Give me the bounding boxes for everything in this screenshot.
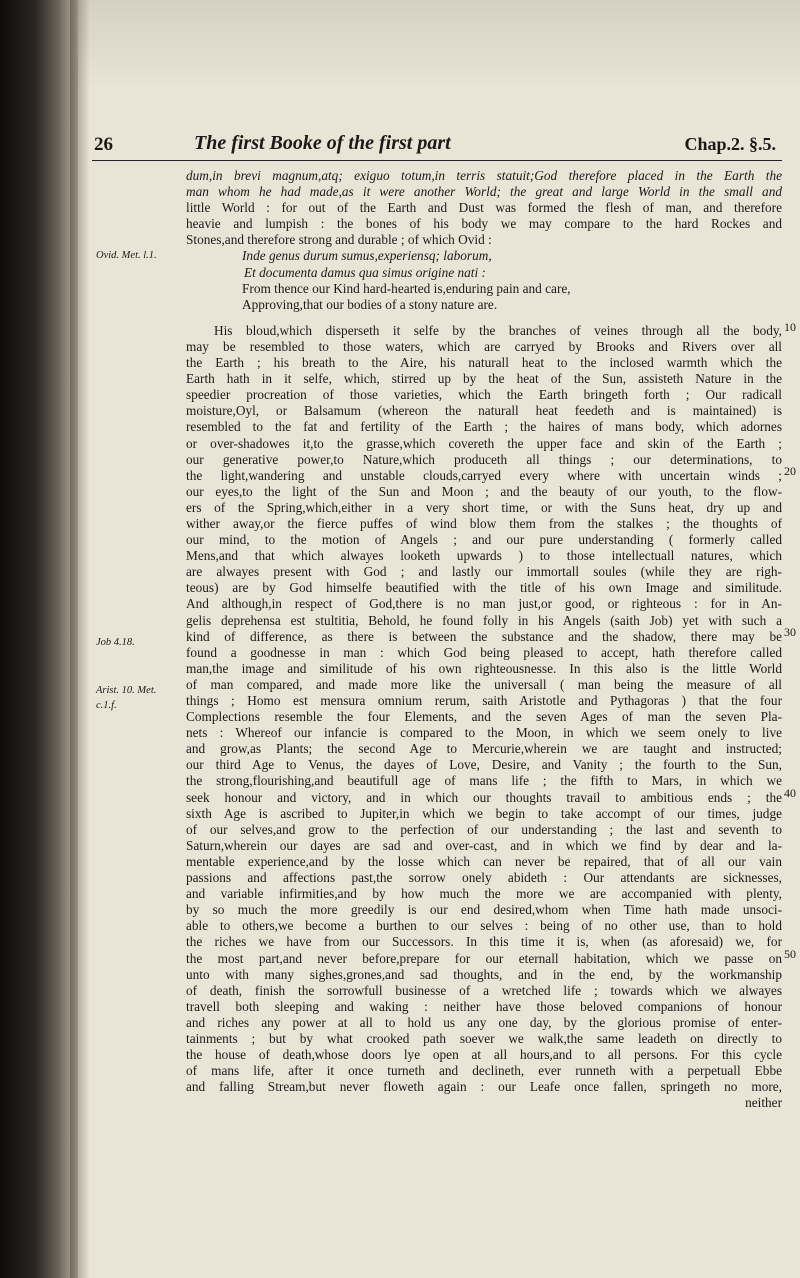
text-line: the strong,flourishing,and beautifull age of mans life ; the fifth to Mars, in which we xyxy=(186,773,782,789)
text-line: little World : for out of the Earth and Dust was formed the flesh of man, and therefore xyxy=(186,200,782,216)
text-line: tainments ; but by what crooked path soever we walk,the same leadeth on directly to xyxy=(186,1030,782,1046)
page-top-shadow xyxy=(78,0,800,90)
chapter-section-ref: Chap.2. §.5. xyxy=(684,134,776,154)
text-line: heavie and lumpish : the bones of his body we may compare to the hard Rockes and xyxy=(186,216,782,232)
text-line: and riches any power at all to hold us any one day, by the glorious promise of enter- xyxy=(186,1014,782,1030)
text-line: Stones,and therefore strong and durable ; of which Ovid : xyxy=(186,232,492,248)
running-title: The first Booke of the first part xyxy=(194,132,451,154)
text-line: the Earth ; his breath to the Aire, his naturall heat to the inclosed warmth which the xyxy=(186,355,782,371)
text-line: things ; Homo est mensura omnium rerum, saith Aristotle and Pythagoras ) that the four xyxy=(186,693,782,708)
page-number: 26 xyxy=(94,134,113,155)
line-number-30: 30 xyxy=(784,625,796,639)
text-line: man,the image and similitude of his own righteousnesse. In this also is the little World xyxy=(186,660,782,676)
margin-note-aristotle: Arist. 10. Met. xyxy=(96,685,157,696)
text-line: of our selves,and grow to the perfection of our understanding ; the last and seventh to xyxy=(186,821,782,837)
text-line: or over-shadowes it,to the grasse,which covereth the upper face and skin of the Earth ; xyxy=(186,435,782,451)
text-line: the house of death,whose doors lye open at all hours,and to all persons. For this cycle xyxy=(186,1047,782,1063)
text-line: Complections resemble the four Elements, and the seven Ages of man the seven Pla- xyxy=(186,709,782,725)
text-line: His bloud,which disperseth it selfe by the branches of veines through all the body, xyxy=(214,322,782,338)
text-line: unto with many sighes,grones,and sad thoughts, and in the end, by the workmanship xyxy=(186,966,782,982)
text-line: nets : Whereof our infancie is compared to the Moon, in which we seem onely to live xyxy=(186,725,782,741)
text-line: passions and affections past,the sorrow onely abideth : Our attendants are sicknesses, xyxy=(186,870,782,886)
verse-line: Et documenta damus qua simus origine nati : xyxy=(244,264,486,280)
page-header xyxy=(92,120,782,161)
text-line: the riches we have from our Successors. In this time it is, when (as aforesaid) we, for xyxy=(186,934,782,950)
text-line: kind of difference, as there is between the substance and the shadow, there may be xyxy=(186,628,782,644)
line-number-40: 40 xyxy=(784,786,796,800)
text-line: sixth Age is ascribed to Jupiter,in which we begin to take accompt of our times, judge xyxy=(186,805,782,821)
text-line: teous) are by God himselfe beautified with the title of his own Image and similitude. xyxy=(186,580,782,596)
text-line: may be resembled to those waters, which are carryed by Brooks and Rivers over all xyxy=(186,338,782,354)
text-line: And although,in respect of God,there is no man just,or good, or righteous : for in An- xyxy=(186,596,782,612)
text-line: and variable infirmities,and by how much the more we are accompanied with plenty, xyxy=(186,886,782,902)
verse-line: Inde genus durum sumus,experiensq; laborum, xyxy=(242,248,492,264)
text-line: able to others,we become a burthen to our selves : being of no other use, than to hold xyxy=(186,918,782,934)
text-line: dum,in brevi magnum,atq; exiguo totum,in terris statuit;God therefore placed in the Earth the xyxy=(186,168,782,183)
text-line: Saturn,wherein our dayes are sad and over-cast, and in which we find by dear and la- xyxy=(186,837,782,853)
text-line: mentable experience,and by the losse which can never be repaired, that of all our vain xyxy=(186,853,782,869)
margin-note-job: Job 4.18. xyxy=(96,637,135,648)
text-line: man whom he had made,as it were another World; the great and large World in the small and xyxy=(186,184,782,200)
verse-line: From thence our Kind hard-hearted is,enduring pain and care, xyxy=(242,280,571,296)
book-page xyxy=(92,120,796,1260)
text-line: our third Age to Venus, the dayes of Love, Desire, and Vanity ; the fourth to the Sun, xyxy=(186,757,782,773)
text-line: seek honour and victory, and in which our thoughts travail to ambitious ends ; the xyxy=(186,789,782,805)
binding-shadow xyxy=(70,0,90,1278)
text-line: Earth hath in it selfe, which, stirred up by the heat of the Sun, assisteth Nature in the xyxy=(186,371,782,387)
stanza-gap xyxy=(186,313,782,323)
text-line: moisture,Oyl, or Balsamum (whereon the naturall heat feedeth and is maintained) is xyxy=(186,403,782,419)
verse-line: Approving,that our bodies of a stony nature are. xyxy=(242,296,498,312)
binding-gutter xyxy=(0,0,78,1278)
line-number-10: 10 xyxy=(784,320,796,334)
text-line: the light,wandering and unstable clouds,carryed every where with uncertain winds ; xyxy=(186,467,782,483)
text-line: are alwayes present with God ; and lastly our immortall soules (while they are righ- xyxy=(186,564,782,580)
text-line: found a goodnesse in man : which God being pleased to accept, hath therefore called xyxy=(186,644,782,660)
text-line: our eyes,to the light of the Sun and Moon ; and the beauty of our youth, to the flow- xyxy=(186,483,782,499)
text-line: gelis deprehensa est stultitia, Behold, he found folly in his Angels (saith Job) yet with such a xyxy=(186,612,782,628)
text-line: wither away,or the fierce puffes of wind blow them from the stalkes ; the thoughts of xyxy=(186,515,782,531)
text-line: the most part,and never before,prepare for our eternall habitation, which we passe on xyxy=(186,950,782,966)
line-number-50: 50 xyxy=(784,947,796,961)
text-line: of mans life, after it once turneth and declineth, ever runneth with a perpetuall Ebbe xyxy=(186,1063,782,1079)
margin-note-aristotle-ref: c.1.f. xyxy=(96,700,117,711)
body-text xyxy=(186,168,796,1111)
text-line: Mens,and that which alwayes looketh upwards ) to those intellectuall natures, which xyxy=(186,548,782,564)
text-line: our mind, to the motion of Angels ; and our pure understanding ( formerly called xyxy=(186,532,782,548)
text-line: of man compared, and made more like the universall ( man being the measure of all xyxy=(186,676,782,692)
text-line: by so much the more greedily is our end desired,whom when Time hath made unsoci- xyxy=(186,902,782,918)
margin-note-ovid: Ovid. Met. l.1. xyxy=(96,250,157,261)
text-line: speedier procreation of those varieties, which the Earth bringeth forth ; Our radicall xyxy=(186,387,782,403)
line-number-20: 20 xyxy=(784,464,796,478)
text-line: resembled to the fat and fertility of the Earth ; the haires of mans body, which adornes xyxy=(186,419,782,435)
text-line: of death, finish the sorrowfull businesse of a wretched life ; towards which we alwayes xyxy=(186,982,782,998)
text-line: and grow,as Plants; the second Age to Mercurie,wherein we are taught and instructed; xyxy=(186,741,782,757)
catchword: neither xyxy=(745,1095,782,1111)
text-line: ers of the Spring,which,either in a very short time, or with the Suns heat, dry up and xyxy=(186,499,782,515)
text-line: our generative power,to Nature,which produceth all things ; our determinations, to xyxy=(186,451,782,467)
text-line: travell both sleeping and waking : neither have those beloved companions of honour xyxy=(186,998,782,1014)
text-line: and falling Stream,but never floweth again : our Leafe once fallen, springeth no more, xyxy=(186,1079,782,1095)
